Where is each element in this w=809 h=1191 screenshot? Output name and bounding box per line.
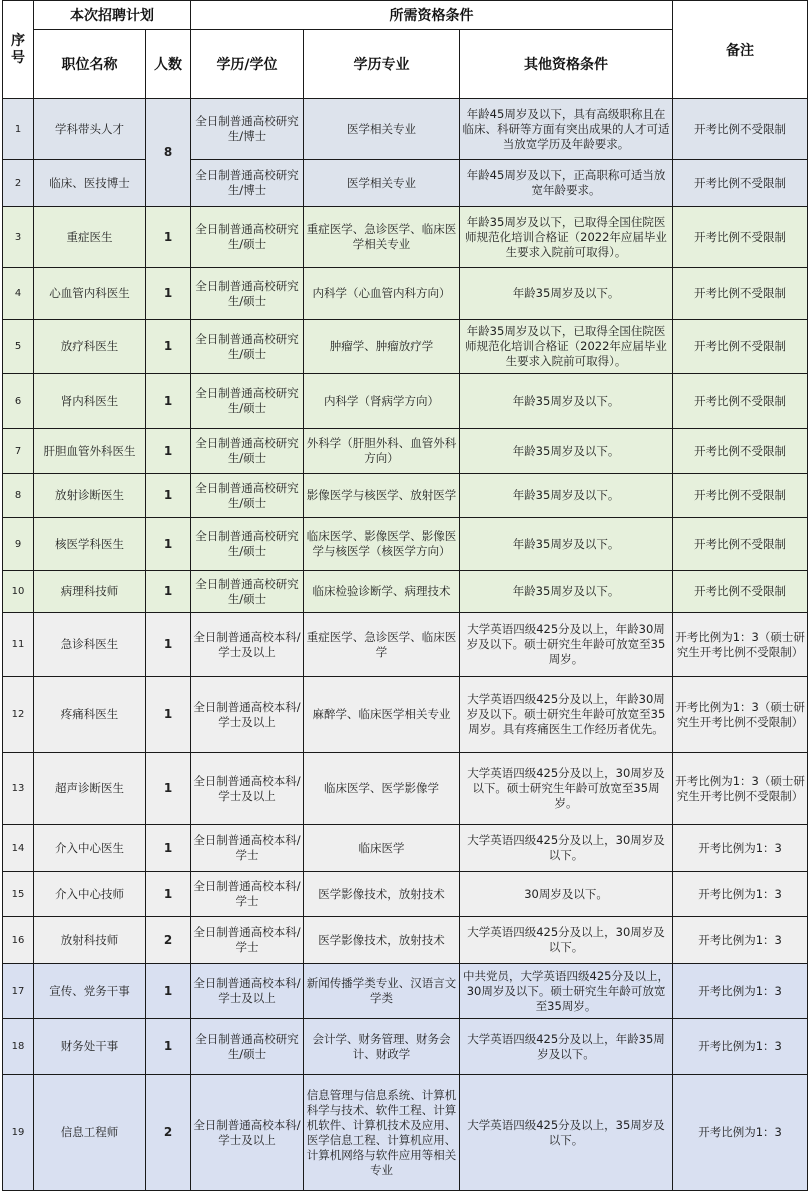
cell-no: 8: [3, 474, 34, 518]
table-row: [3, 474, 808, 518]
cell-no: 6: [3, 374, 34, 429]
recruitment-table: [2, 0, 808, 1191]
cell-position: 肝胆血管外科医生: [34, 429, 146, 474]
cell-other: 30周岁及以下。: [460, 872, 673, 917]
cell-education: 全日制普通高校研究生/硕士: [191, 320, 304, 374]
cell-education: 全日制普通高校研究生/博士: [191, 160, 304, 207]
cell-position: 肾内科医生: [34, 374, 146, 429]
cell-education: 全日制普通高校本科/学士及以上: [191, 1075, 304, 1191]
cell-education: 全日制普通高校研究生/硕士: [191, 429, 304, 474]
cell-position: 疼痛科医生: [34, 677, 146, 753]
cell-other: 年龄45周岁及以下，正高职称可适当放宽年龄要求。: [460, 160, 673, 207]
cell-no: 14: [3, 825, 34, 872]
cell-other: 大学英语四级425分及以上，35周岁及以下。: [460, 1075, 673, 1191]
cell-position: 信息工程师: [34, 1075, 146, 1191]
header-count: 人数: [146, 30, 191, 99]
table-row: [3, 872, 808, 917]
cell-major: 临床医学: [304, 825, 460, 872]
cell-position: 放射诊断医生: [34, 474, 146, 518]
cell-no: 18: [3, 1019, 34, 1075]
cell-note: 开考比例不受限制: [673, 268, 808, 320]
cell-other: 大学英语四级425分及以上，30周岁及以下。硕士研究生年龄可放宽至35周岁。: [460, 753, 673, 825]
cell-position: 临床、医技博士: [34, 160, 146, 207]
cell-education: 全日制普通高校本科/学士: [191, 917, 304, 964]
cell-education: 全日制普通高校研究生/博士: [191, 99, 304, 160]
cell-count: 1: [146, 613, 191, 677]
table-row: [3, 374, 808, 429]
cell-education: 全日制普通高校研究生/硕士: [191, 1019, 304, 1075]
cell-no: 16: [3, 917, 34, 964]
table-row: [3, 917, 808, 964]
cell-note: 开考比例不受限制: [673, 474, 808, 518]
cell-position: 急诊科医生: [34, 613, 146, 677]
cell-major: 医学影像技术，放射技术: [304, 917, 460, 964]
cell-note: 开考比例为1：3: [673, 1075, 808, 1191]
cell-no: 1: [3, 99, 34, 160]
table-row: [3, 1019, 808, 1075]
cell-count: 1: [146, 518, 191, 571]
cell-note: 开考比例为1：3: [673, 917, 808, 964]
header-no: 序号: [3, 1, 34, 99]
cell-count: 1: [146, 677, 191, 753]
header-plan-group: 本次招聘计划: [34, 1, 191, 30]
cell-no: 17: [3, 964, 34, 1019]
cell-major: 影像医学与核医学、放射医学: [304, 474, 460, 518]
table-body: [3, 99, 808, 1191]
cell-count: 1: [146, 872, 191, 917]
cell-major: 医学相关专业: [304, 160, 460, 207]
cell-count: 1: [146, 825, 191, 872]
cell-note: 开考比例为1：3: [673, 872, 808, 917]
cell-no: 10: [3, 571, 34, 613]
cell-other: 年龄35周岁及以下。: [460, 518, 673, 571]
cell-count: 1: [146, 374, 191, 429]
cell-note: 开考比例不受限制: [673, 160, 808, 207]
cell-position: 心血管内科医生: [34, 268, 146, 320]
cell-note: 开考比例不受限制: [673, 429, 808, 474]
cell-major: 外科学（肝胆外科、血管外科方向）: [304, 429, 460, 474]
cell-major: 重症医学、急诊医学、临床医学相关专业: [304, 207, 460, 268]
cell-education: 全日制普通高校本科/学士及以上: [191, 613, 304, 677]
cell-count: 1: [146, 429, 191, 474]
cell-other: 年龄35周岁及以下。: [460, 374, 673, 429]
cell-position: 学科带头人才: [34, 99, 146, 160]
table-row: [3, 160, 808, 207]
cell-other: 大学英语四级425分及以上，年龄35周岁及以下。: [460, 1019, 673, 1075]
table-row: [3, 429, 808, 474]
cell-other: 年龄35周岁及以下。: [460, 429, 673, 474]
cell-major: 新闻传播学类专业、汉语言文学类: [304, 964, 460, 1019]
header-requirements-group: 所需资格条件: [191, 1, 673, 30]
cell-education: 全日制普通高校研究生/硕士: [191, 474, 304, 518]
cell-note: 开考比例不受限制: [673, 99, 808, 160]
cell-no: 3: [3, 207, 34, 268]
header-education: 学历/学位: [191, 30, 304, 99]
cell-count: 1: [146, 320, 191, 374]
cell-major: 临床检验诊断学、病理技术: [304, 571, 460, 613]
cell-major: 临床医学、医学影像学: [304, 753, 460, 825]
header-other: 其他资格条件: [460, 30, 673, 99]
cell-education: 全日制普通高校本科/学士及以上: [191, 753, 304, 825]
cell-no: 15: [3, 872, 34, 917]
cell-note: 开考比例为1：3: [673, 825, 808, 872]
cell-no: 7: [3, 429, 34, 474]
cell-count: 1: [146, 207, 191, 268]
cell-position: 财务处干事: [34, 1019, 146, 1075]
cell-position: 核医学科医生: [34, 518, 146, 571]
cell-major: 内科学（心血管内科方向）: [304, 268, 460, 320]
cell-other: 年龄35周岁及以下，已取得全国住院医师规范化培训合格证（2022年应届毕业生要求入院前可取得）。: [460, 207, 673, 268]
cell-note: 开考比例不受限制: [673, 207, 808, 268]
table-row: [3, 571, 808, 613]
cell-major: 医学影像技术，放射技术: [304, 872, 460, 917]
cell-major: 重症医学、急诊医学、临床医学: [304, 613, 460, 677]
cell-other: 年龄35周岁及以下。: [460, 571, 673, 613]
cell-note: 开考比例为1：3（硕士研究生开考比例不受限制）: [673, 677, 808, 753]
cell-note: 开考比例不受限制: [673, 571, 808, 613]
header-note: 备注: [673, 1, 808, 99]
cell-position: 介入中心技师: [34, 872, 146, 917]
cell-education: 全日制普通高校研究生/硕士: [191, 207, 304, 268]
cell-note: 开考比例为1：3: [673, 1019, 808, 1075]
cell-note: 开考比例不受限制: [673, 374, 808, 429]
cell-note: 开考比例为1：3: [673, 964, 808, 1019]
cell-position: 宣传、党务干事: [34, 964, 146, 1019]
cell-education: 全日制普通高校本科/学士: [191, 825, 304, 872]
cell-position: 放疗科医生: [34, 320, 146, 374]
cell-education: 全日制普通高校研究生/硕士: [191, 518, 304, 571]
header-major: 学历专业: [304, 30, 460, 99]
header-position: 职位名称: [34, 30, 146, 99]
cell-education: 全日制普通高校研究生/硕士: [191, 268, 304, 320]
cell-count: 1: [146, 268, 191, 320]
cell-note: 开考比例为1：3（硕士研究生开考比例不受限制）: [673, 613, 808, 677]
table-row: [3, 320, 808, 374]
cell-other: 年龄35周岁及以下。: [460, 474, 673, 518]
cell-position: 病理科技师: [34, 571, 146, 613]
cell-count: 1: [146, 964, 191, 1019]
table-row: [3, 518, 808, 571]
table-row: [3, 677, 808, 753]
cell-other: 大学英语四级425分及以上，30周岁及以下。: [460, 825, 673, 872]
cell-position: 超声诊断医生: [34, 753, 146, 825]
cell-major: 内科学（肾病学方向）: [304, 374, 460, 429]
cell-no: 5: [3, 320, 34, 374]
cell-no: 13: [3, 753, 34, 825]
table-row: [3, 207, 808, 268]
cell-count: 8: [146, 99, 191, 207]
cell-education: 全日制普通高校本科/学士: [191, 872, 304, 917]
cell-major: 临床医学、影像医学、影像医学与核医学（核医学方向）: [304, 518, 460, 571]
cell-note: 开考比例不受限制: [673, 518, 808, 571]
cell-count: 1: [146, 753, 191, 825]
cell-note: 开考比例为1：3（硕士研究生开考比例不受限制）: [673, 753, 808, 825]
cell-count: 1: [146, 1019, 191, 1075]
cell-no: 12: [3, 677, 34, 753]
cell-education: 全日制普通高校本科/学士及以上: [191, 677, 304, 753]
cell-count: 1: [146, 571, 191, 613]
cell-note: 开考比例不受限制: [673, 320, 808, 374]
cell-position: 重症医生: [34, 207, 146, 268]
table-row: [3, 753, 808, 825]
table-row: [3, 268, 808, 320]
cell-no: 4: [3, 268, 34, 320]
cell-major: 信息管理与信息系统、计算机科学与技术、软件工程、计算机软件、计算机技术及应用、医学信息工程、计算机应用、计算机网络与软件应用等相关专业: [304, 1075, 460, 1191]
cell-other: 年龄35周岁及以下，已取得全国住院医师规范化培训合格证（2022年应届毕业生要求入院前可取得）。: [460, 320, 673, 374]
cell-no: 9: [3, 518, 34, 571]
table-row: [3, 1075, 808, 1191]
cell-major: 会计学、财务管理、财务会计、财政学: [304, 1019, 460, 1075]
cell-education: 全日制普通高校本科/学士及以上: [191, 964, 304, 1019]
cell-major: 麻醉学、临床医学相关专业: [304, 677, 460, 753]
cell-other: 年龄35周岁及以下。: [460, 268, 673, 320]
cell-other: 大学英语四级425分及以上，30周岁及以下。: [460, 917, 673, 964]
cell-major: 肿瘤学、肿瘤放疗学: [304, 320, 460, 374]
cell-count: 2: [146, 1075, 191, 1191]
cell-education: 全日制普通高校研究生/硕士: [191, 571, 304, 613]
table-row: [3, 964, 808, 1019]
cell-other: 大学英语四级425分及以上，年龄30周岁及以下。硕士研究生年龄可放宽至35周岁。: [460, 613, 673, 677]
table-row: [3, 825, 808, 872]
cell-count: 2: [146, 917, 191, 964]
cell-no: 2: [3, 160, 34, 207]
cell-other: 年龄45周岁及以下，具有高级职称且在临床、科研等方面有突出成果的人才可适当放宽学历及年龄要求。: [460, 99, 673, 160]
cell-major: 医学相关专业: [304, 99, 460, 160]
cell-other: 中共党员，大学英语四级425分及以上，30周岁及以下。硕士研究生年龄可放宽至35周岁。: [460, 964, 673, 1019]
cell-other: 大学英语四级425分及以上，年龄30周岁及以下。硕士研究生年龄可放宽至35周岁。具有疼痛医生工作经历者优先。: [460, 677, 673, 753]
cell-count: 1: [146, 474, 191, 518]
cell-position: 介入中心医生: [34, 825, 146, 872]
cell-no: 19: [3, 1075, 34, 1191]
table-row: [3, 613, 808, 677]
cell-no: 11: [3, 613, 34, 677]
cell-position: 放射科技师: [34, 917, 146, 964]
cell-education: 全日制普通高校研究生/硕士: [191, 374, 304, 429]
table-row: [3, 99, 808, 160]
